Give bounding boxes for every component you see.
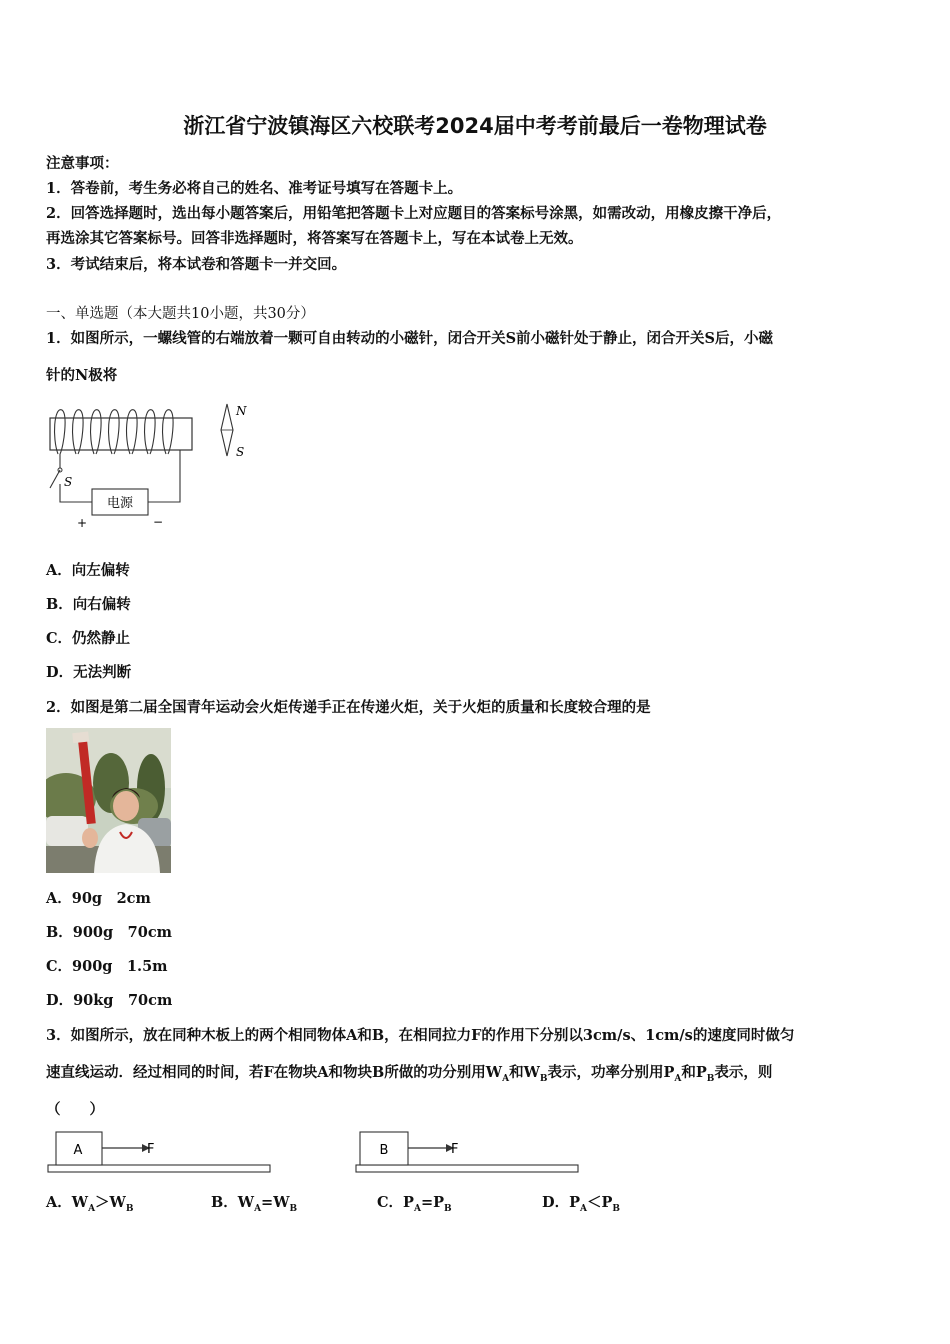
q1-option-b: B．向右偏转 xyxy=(46,596,131,613)
notice-item-2: 2．回答选择题时，选出每小题答案后，用铅笔把答题卡上对应题目的答案标号涂黑，如需改动，用橡皮擦干净后， xyxy=(46,205,782,222)
q3-text-line2: 速直线运动．经过相同的时间，若F在物块A和物块B所做的功分别用$W_A$和$W_B$表示，功率分别用$P_A$和$P_B$表示，则 xyxy=(46,1064,773,1084)
switch-label: S xyxy=(64,475,73,489)
notice-item-3: 3．考试结束后，将本试卷和答题卡一并交回。 xyxy=(46,256,347,273)
needle-n-label: N xyxy=(236,404,247,418)
q3-option-d: D．$P_A<P_B$ xyxy=(542,1194,620,1214)
solenoid-coils xyxy=(55,410,174,454)
q2-option-c: C．900g 1.5m xyxy=(46,958,168,975)
page-title: 浙江省宁波镇海区六校联考2024届中考考前最后一卷物理试卷 xyxy=(183,114,767,138)
q2-option-b: B．900g 70cm xyxy=(46,924,173,941)
section-heading: 一、单选题（本大题共10小题，共30分） xyxy=(46,306,315,322)
block-a-label: A xyxy=(73,1143,83,1158)
force-label-b: F xyxy=(451,1142,459,1157)
block-b-label: B xyxy=(379,1143,389,1158)
q3-option-b: B．$W_A=W_B$ xyxy=(211,1194,298,1214)
q1-option-c: C．仍然静止 xyxy=(46,630,131,647)
needle-s-label: S xyxy=(236,445,245,459)
q2-option-d: D．90kg 70cm xyxy=(46,992,173,1009)
q2-option-a: A．90g 2cm xyxy=(46,890,151,907)
q3-blocks-figure xyxy=(46,1128,586,1176)
board-a xyxy=(48,1165,270,1172)
q1-option-a: A．向左偏转 xyxy=(46,562,130,579)
board-b xyxy=(356,1165,578,1172)
switch-lever xyxy=(50,470,60,488)
notice-item-2-cont: 再选涂其它答案标号。回答非选择题时，将答案写在答题卡上，写在本试卷上无效。 xyxy=(46,230,583,247)
q1-text-line1: 1．如图所示，一螺线管的右端放着一颗可自由转动的小磁针，闭合开关S前小磁针处于静止，闭合开关S后，小磁 xyxy=(46,330,774,347)
q1-option-d: D．无法判断 xyxy=(46,664,132,681)
torch-bearer-photo xyxy=(46,728,171,873)
minus-label: − xyxy=(152,515,164,529)
q3-option-c: C．$P_A=P_B$ xyxy=(377,1194,452,1214)
notice-item-1: 1．答卷前，考生务必将自己的姓名、准考证号填写在答题卡上。 xyxy=(46,180,463,197)
force-label-a: F xyxy=(147,1142,155,1157)
notice-heading: 注意事项： xyxy=(46,155,119,172)
q1-text-line2: 针的N极将 xyxy=(46,367,118,384)
q2-text: 2．如图是第二届全国青年运动会火炬传递手正在传递火炬，关于火炬的质量和长度较合理的是 xyxy=(46,699,651,716)
q3-text-line1: 3．如图所示，放在同种木板上的两个相同物体A和B，在相同拉力F的作用下分别以3cm/s、1cm/s的速度同时做匀 xyxy=(46,1027,795,1044)
q1-solenoid-figure xyxy=(40,398,270,533)
q3-option-a: A．$W_A>W_B$ xyxy=(46,1194,134,1214)
plus-label: + xyxy=(76,516,88,530)
q3-answer-blank: （ ） xyxy=(46,1101,104,1118)
power-label: 电源 xyxy=(106,496,134,511)
